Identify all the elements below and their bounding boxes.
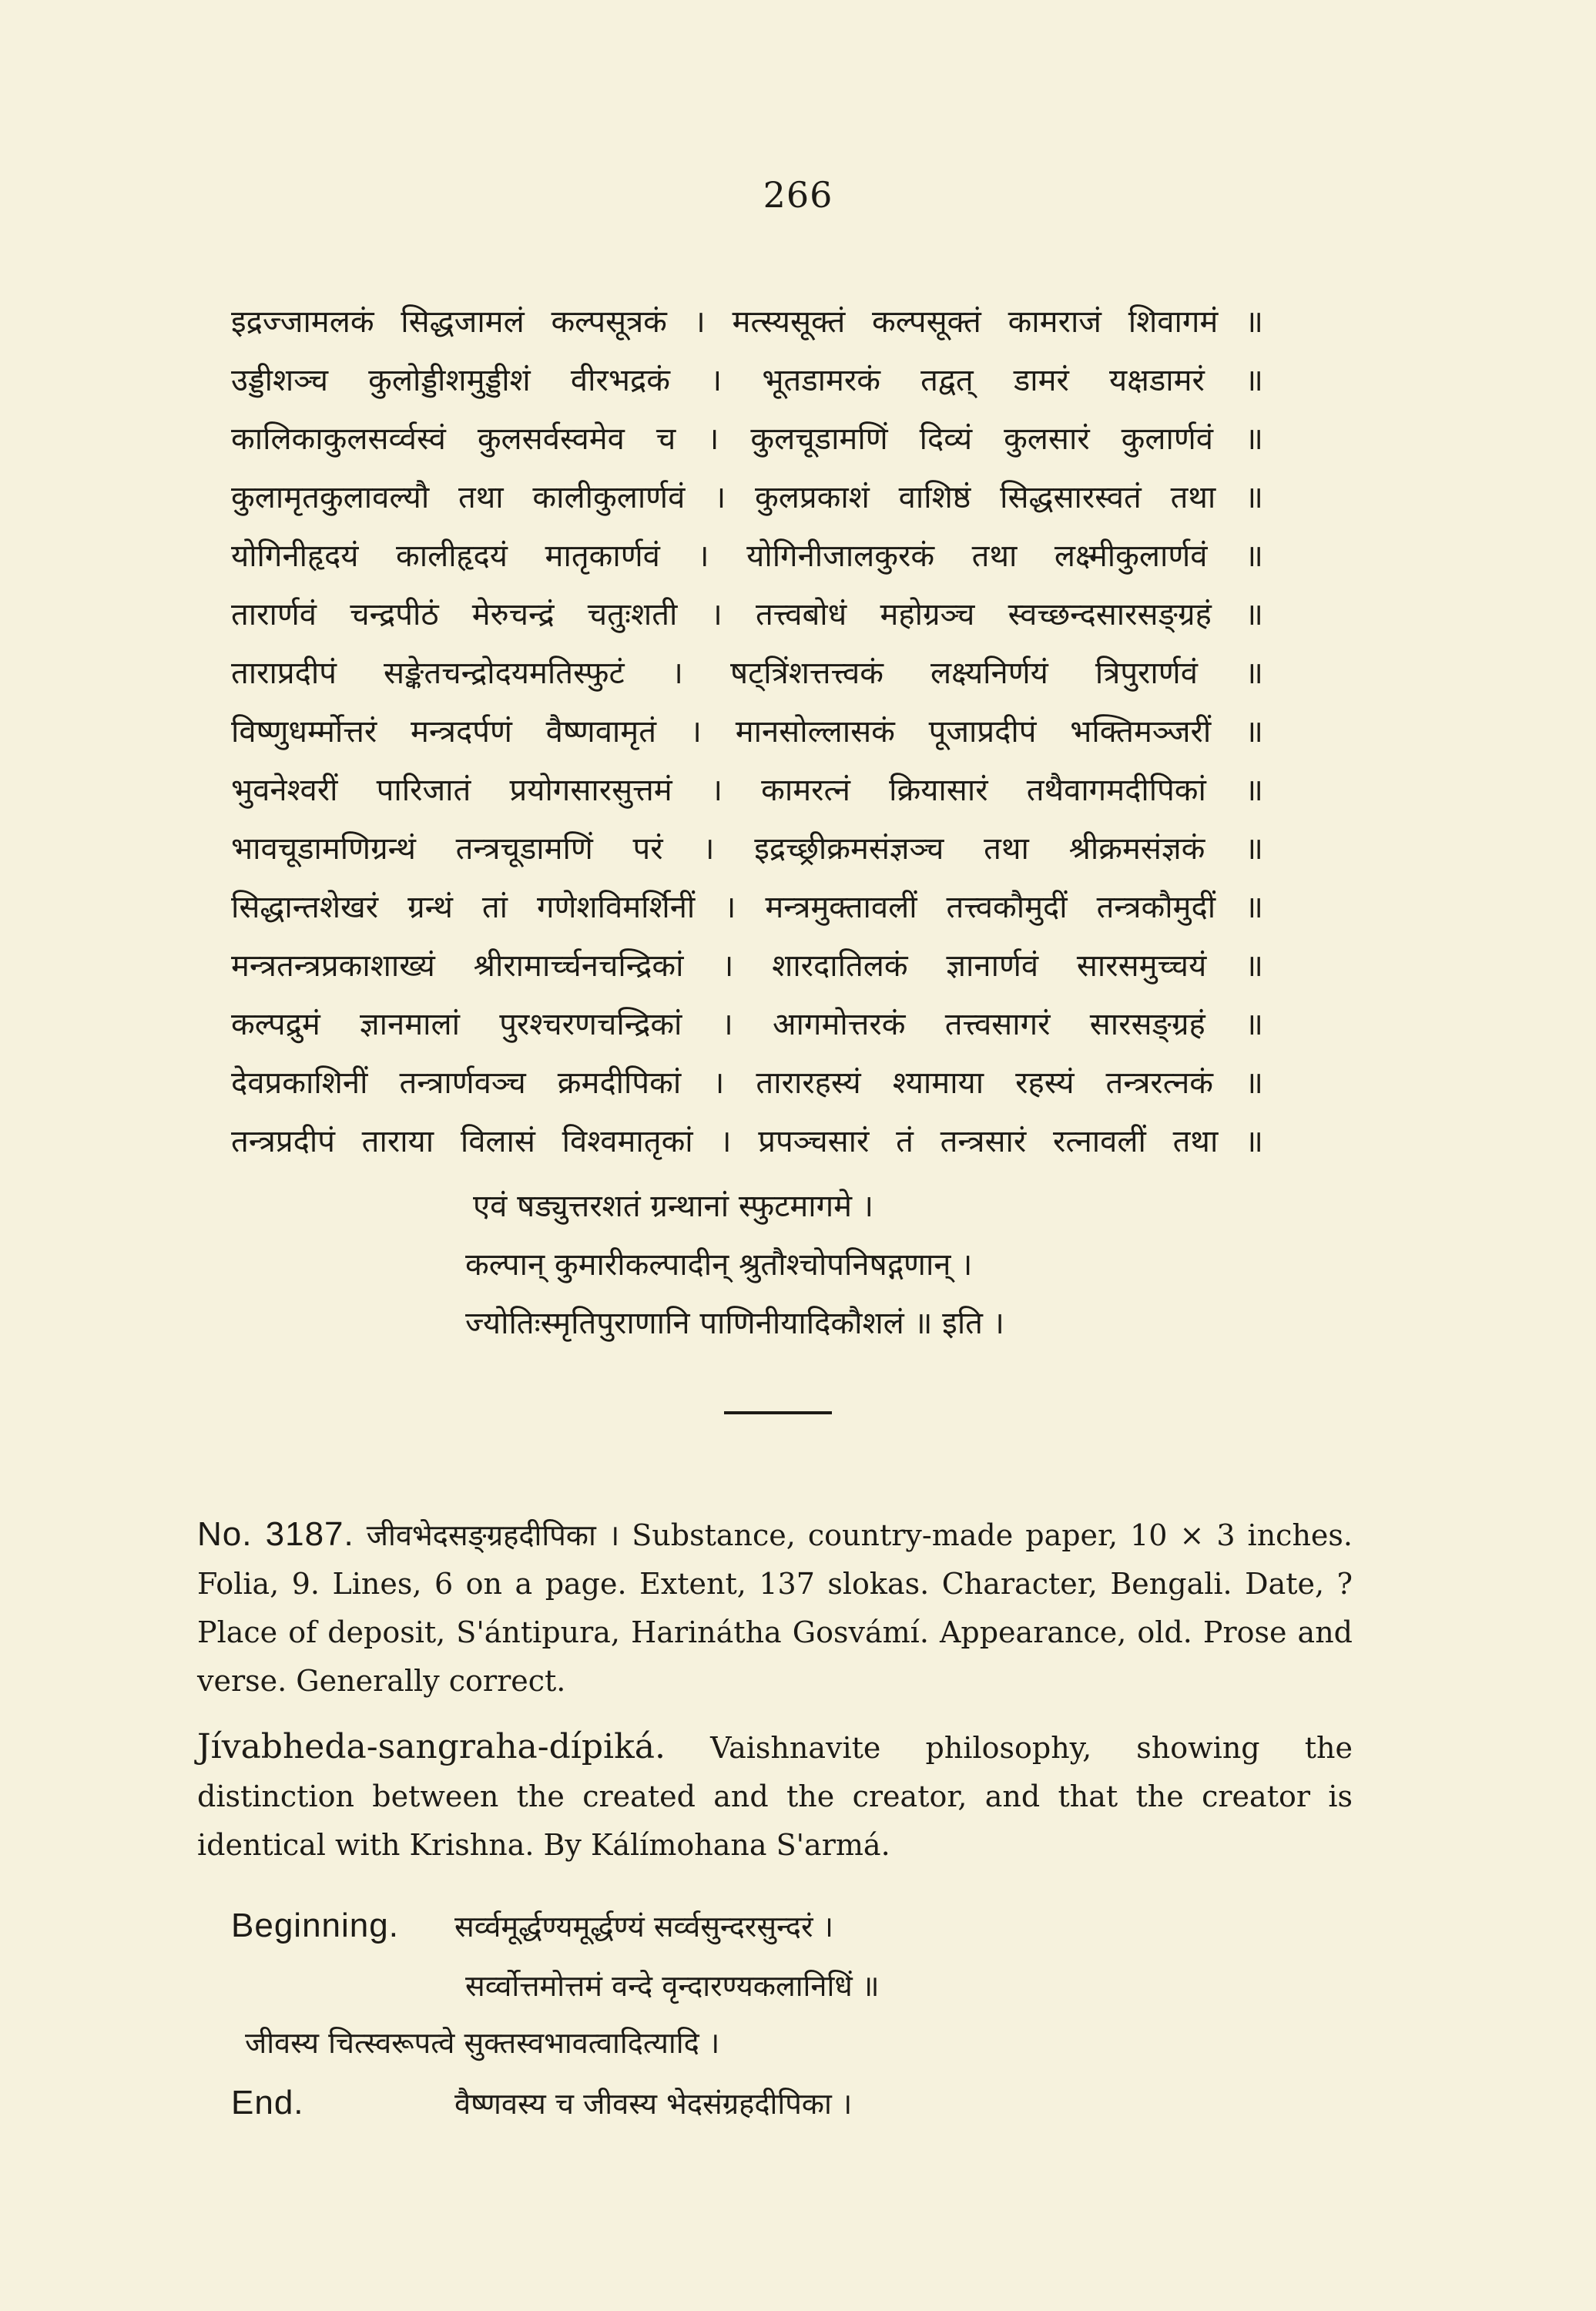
colophon-line: कल्पान् कुमारीकल्पादीन् श्रुतौश्चोपनिषद्गणान् । [465,1247,973,1283]
end-label: End. [231,2084,304,2121]
entry-description-paragraph [197,1510,1353,1706]
beginning-label: Beginning. [231,1907,399,1944]
entry-description: । Substance, country-made paper, 10 × 3 inches. Folia, 9. Lines, 6 on a page. Extent, 137 slokas. Character, Bengali. Date, ? Place of deposit, S'ántipura, Harinátha Gosvámí. Appearance, old. Prose and verse. Generally correct. [197,1518,1353,1698]
verse-line: कालिकाकुलसर्व्वस्वं कुलसर्वस्वमेव च । कुलचूडामणिं दिव्यं कुलसारं कुलार्णवं ॥ [231,421,1263,457]
colophon-line: एवं षड्युत्तरशतं ग्रन्थानां स्फुटमागमे । [473,1189,873,1224]
work-summary-paragraph [197,1722,1353,1870]
end-quote [231,2080,1596,2127]
verse-line: कल्पद्रुमं ज्ञानमालां पुरश्चरणचन्द्रिकां । आगमोत्तरकं तत्त्वसागरं सारसङ्ग्रहं ॥ [231,1007,1263,1042]
end-line: वैष्णवस्य च जीवस्य भेदसंग्रहदीपिका । [454,2087,853,2121]
verse-line: देवप्रकाशिनीं तन्त्रार्णवञ्च क्रमदीपिकां । तारारहस्यं श्यामाया रहस्यं तन्त्ररत्नकं ॥ [231,1065,1263,1101]
entry-number: No. 3187. [197,1515,354,1553]
verse-line: भावचूडामणिग्रन्थं तन्त्रचूडामणिं परं । इद्रच्छ्रीक्रमसंज्ञञ्च तथा श्रीक्रमसंज्ञकं ॥ [231,831,1263,867]
catalog-entry [197,1510,1353,1706]
verse-line: विष्णुधर्म्मोत्तरं मन्त्रदर्पणं वैष्णवामृतं । मानसोल्लासकं पूजाप्रदीपं भक्तिमञ्जरीं ॥ [231,714,1263,750]
entry-title-devanagari: जीवभेदसङ्ग्रहदीपिका [366,1518,596,1552]
beginning-quote-continued [245,2020,1596,2066]
verse-line: मन्त्रतन्त्रप्रकाशाख्यं श्रीरामार्च्चनचन्द्रिकां । शारदातिलकं ज्ञानार्णवं सारसमुच्चयं ॥ [231,948,1263,984]
verse-line: भुवनेश्वरीं पारिजातं प्रयोगसारसुत्तमं । कामरत्नं क्रियासारं तथैवागमदीपिकां ॥ [231,773,1263,808]
work-summary [197,1722,1353,1870]
beginning-line: जीवस्य चित्स्वरूपत्वे सुक्तस्वभावत्वादित्यादि । [245,2026,720,2060]
colophon-line: ज्योतिःस्मृतिपुराणानि पाणिनीयादिकौशलं ॥ इति । [465,1306,1004,1341]
beginning-line: सर्व्वमूर्द्धण्यमूर्द्धण्यं सर्व्वसुन्दरसुन्दरं । [454,1910,833,1944]
page-number: 266 [763,174,833,216]
verse-line: योगिनीहृदयं कालीहृदयं मातृकार्णवं । योगिनीजालकुरकं तथा लक्ष्मीकुलार्णवं ॥ [231,538,1263,574]
beginning-line: सर्व्वोत्तमोत्तमं वन्दे वृन्दारण्यकलानिधिं ॥ [465,1969,880,2003]
beginning-quote [231,1903,1596,1950]
work-title: Jívabheda-sangraha-dípiká. [197,1727,666,1766]
verse-line: उड्डीशञ्च कुलोड्डीशमुड्डीशं वीरभद्रकं । भूतडामरकं तद्वत् डामरं यक्षडामरं ॥ [231,363,1263,398]
section-divider [724,1411,832,1414]
verse-line: इद्रज्जामलकं सिद्धजामलं कल्पसूत्रकं । मत्स्यसूक्तं कल्पसूक्तं कामराजं शिवागमं ॥ [231,304,1263,340]
verse-line: तन्त्रप्रदीपं ताराया विलासं विश्वमातृकां । प्रपञ्चसारं तं तन्त्रसारं रत्नावलीं तथा ॥ [231,1124,1263,1159]
verse-line: तारार्णवं चन्द्रपीठं मेरुचन्द्रं चतुःशती । तत्त्वबोधं महोग्रञ्च स्वच्छन्दसारसङ्ग्रहं ॥ [231,597,1263,632]
verse-line: कुलामृतकुलावल्यौ तथा कालीकुलार्णवं । कुलप्रकाशं वाशिष्ठं सिद्धसारस्वतं तथा ॥ [231,480,1263,515]
sanskrit-verse-block [231,293,1263,1171]
verse-line: ताराप्रदीपं सङ्केतचन्द्रोदयमतिस्फुटं । षट्त्रिंशत्तत्त्वकं लक्ष्यनिर्णयं त्रिपुरार्णवं ॥ [231,656,1263,691]
work-description: Vaishnavite philosophy, showing the distinction between the created and the creator, and that the creator is identical with Krishna. By Kálímohana S'armá. [197,1731,1353,1862]
colophon-block [0,1177,1596,1353]
verse-line: सिद्धान्तशेखरं ग्रन्थं तां गणेशविमर्शिनीं । मन्त्रमुक्तावलीं तत्त्वकौमुदीं तन्त्रकौमुदीं ॥ [231,890,1263,925]
beginning-quote-continued [465,1963,1596,2009]
